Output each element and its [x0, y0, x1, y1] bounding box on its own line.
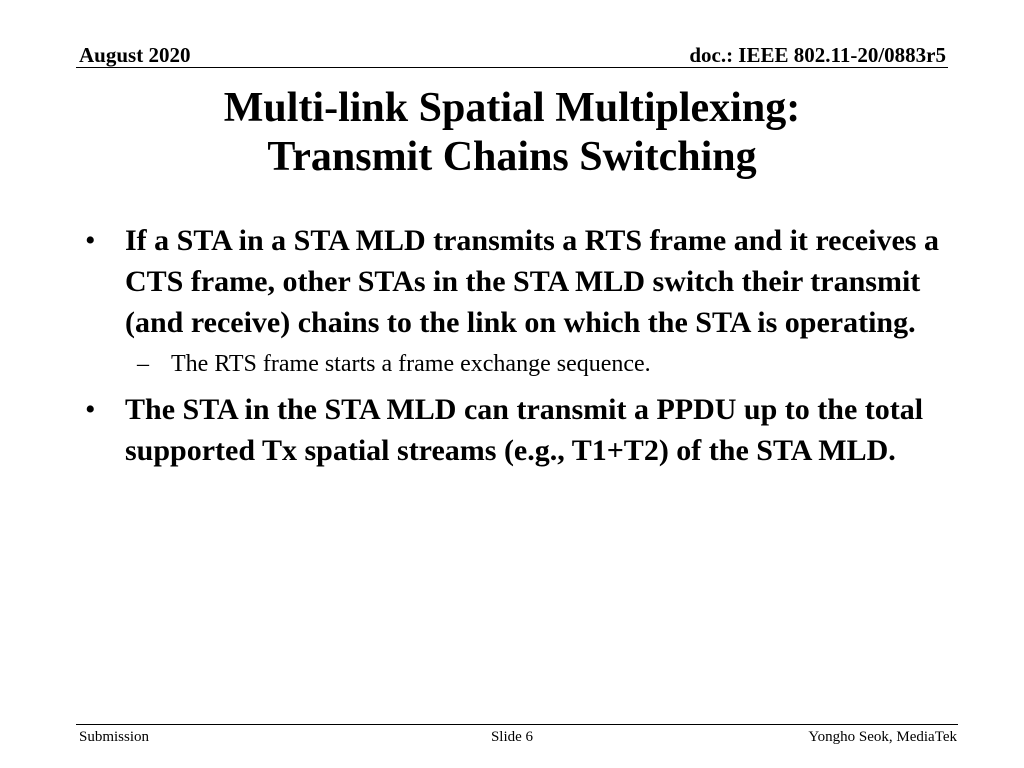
sub-bullet-item-1	[85, 349, 955, 379]
header-doc-id: doc.: IEEE 802.11-20/0883r5	[689, 43, 946, 67]
header-date: August 2020	[79, 43, 191, 67]
footer-slide-number: Slide 6	[490, 729, 534, 745]
bullet-marker-icon: •	[85, 224, 96, 257]
sub-bullet-text: The RTS frame starts a frame exchange sequence.	[171, 351, 651, 377]
bullet-text: The STA in the STA MLD can transmit a PPDU up to the total supported Tx spatial streams (e.g., T1+T2) of the STA MLD.	[125, 393, 924, 467]
dash-marker-icon: –	[137, 351, 149, 377]
bullet-marker-icon: •	[85, 393, 96, 426]
footer-author: Yongho Seok, MediaTek	[808, 729, 957, 745]
slide-title-line-1: Multi-link Spatial Multiplexing:	[223, 85, 801, 131]
footer-divider	[76, 724, 958, 725]
bullet-text: If a STA in a STA MLD transmits a RTS frame and it receives a CTS frame, other STAs in the STA MLD switch their transmit (and receive) chains to the link on which the STA is operating.	[125, 224, 939, 339]
slide-title-line-2: Transmit Chains Switching	[267, 134, 757, 180]
bullet-item-2	[85, 389, 955, 471]
slide-title	[0, 84, 1024, 182]
header-divider	[76, 67, 948, 68]
bullet-item-1	[85, 220, 955, 343]
bullet-list	[85, 220, 955, 477]
footer-submission: Submission	[79, 729, 150, 745]
